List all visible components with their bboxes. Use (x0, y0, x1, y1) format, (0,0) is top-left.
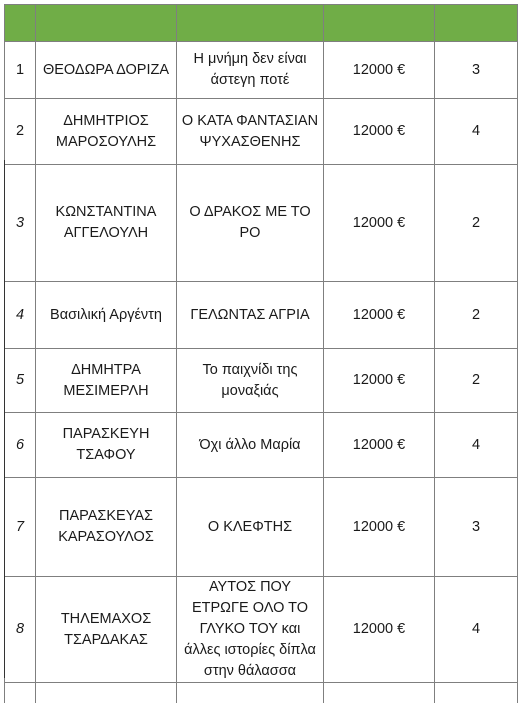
row-title: Ο ΔΡΑΚΟΣ ΜΕ ΤΟ ΡΟ (177, 165, 324, 282)
table-row (5, 42, 518, 99)
row-amount: 12000 € (324, 577, 435, 683)
row-amount: 12000 € (324, 478, 435, 577)
row-number: 1 (5, 42, 36, 99)
row-number: 4 (5, 282, 36, 349)
table-row (5, 413, 518, 478)
row-name: ΤΗΛΕΜΑΧΟΣ ΤΣΑΡΔΑΚΑΣ (36, 577, 177, 683)
row-amount-partial (324, 683, 435, 703)
table-row (5, 282, 518, 349)
row-number: 3 (5, 165, 36, 282)
row-name: ΠΑΡΑΣΚΕΥΑΣ ΚΑΡΑΣΟΥΛΟΣ (36, 478, 177, 577)
row-score: 2 (435, 165, 518, 282)
table-row (5, 349, 518, 413)
table-row (5, 165, 518, 282)
row-score: 2 (435, 282, 518, 349)
row-title-partial (177, 683, 324, 703)
row-title: Ο ΚΑΤΑ ΦΑΝΤΑΣΙΑΝ ΨΥΧΑΣΘΕΝΗΣ (177, 99, 324, 165)
row-name: ΔΗΜΗΤΡΑ ΜΕΣΙΜΕΡΛΗ (36, 349, 177, 413)
table-row (5, 577, 518, 683)
row-number: 2 (5, 99, 36, 165)
table-left-border (4, 160, 5, 678)
header-cell-name (36, 5, 177, 42)
row-amount: 12000 € (324, 282, 435, 349)
row-amount: 12000 € (324, 165, 435, 282)
row-name: Βασιλική Αργέντη (36, 282, 177, 349)
row-name-partial (36, 683, 177, 703)
row-title: ΑΥΤΟΣ ΠΟΥ ΕΤΡΩΓΕ ΟΛΟ ΤΟ ΓΛΥΚΟ ΤΟΥ και άλλες ιστορίες δίπλα στην θάλασσα (177, 577, 324, 683)
row-score: 4 (435, 577, 518, 683)
row-title: Η μνήμη δεν είναι άστεγη ποτέ (177, 42, 324, 99)
row-number: 8 (5, 577, 36, 683)
results-table (4, 4, 518, 703)
row-name: ΘΕΟΔΩΡΑ ΔΟΡΙΖΑ (36, 42, 177, 99)
row-title: Το παιχνίδι της μοναξιάς (177, 349, 324, 413)
row-name: ΚΩΝΣΤΑΝΤΙΝΑ ΑΓΓΕΛΟΥΛΗ (36, 165, 177, 282)
row-score: 2 (435, 349, 518, 413)
table-header-row (5, 5, 518, 42)
row-title: Όχι άλλο Μαρία (177, 413, 324, 478)
header-cell-number (5, 5, 36, 42)
row-name: ΔΗΜΗΤΡΙΟΣ ΜΑΡΟΣΟΥΛΗΣ (36, 99, 177, 165)
row-number: 6 (5, 413, 36, 478)
header-cell-score (435, 5, 518, 42)
row-number: 5 (5, 349, 36, 413)
table-row (5, 478, 518, 577)
row-title: ΓΕΛΩΝΤΑΣ ΑΓΡΙΑ (177, 282, 324, 349)
row-amount: 12000 € (324, 42, 435, 99)
row-name: ΠΑΡΑΣΚΕΥΗ ΤΣΑΦΟΥ (36, 413, 177, 478)
row-number: 7 (5, 478, 36, 577)
row-score: 4 (435, 413, 518, 478)
row-score: 3 (435, 42, 518, 99)
row-score-partial (435, 683, 518, 703)
row-amount: 12000 € (324, 99, 435, 165)
header-cell-amount (324, 5, 435, 42)
row-amount: 12000 € (324, 413, 435, 478)
table-row-partial (5, 683, 518, 703)
header-cell-title (177, 5, 324, 42)
row-score: 4 (435, 99, 518, 165)
row-number-partial (5, 683, 36, 703)
row-score: 3 (435, 478, 518, 577)
row-amount: 12000 € (324, 349, 435, 413)
table-row (5, 99, 518, 165)
row-title: Ο ΚΛΕΦΤΗΣ (177, 478, 324, 577)
